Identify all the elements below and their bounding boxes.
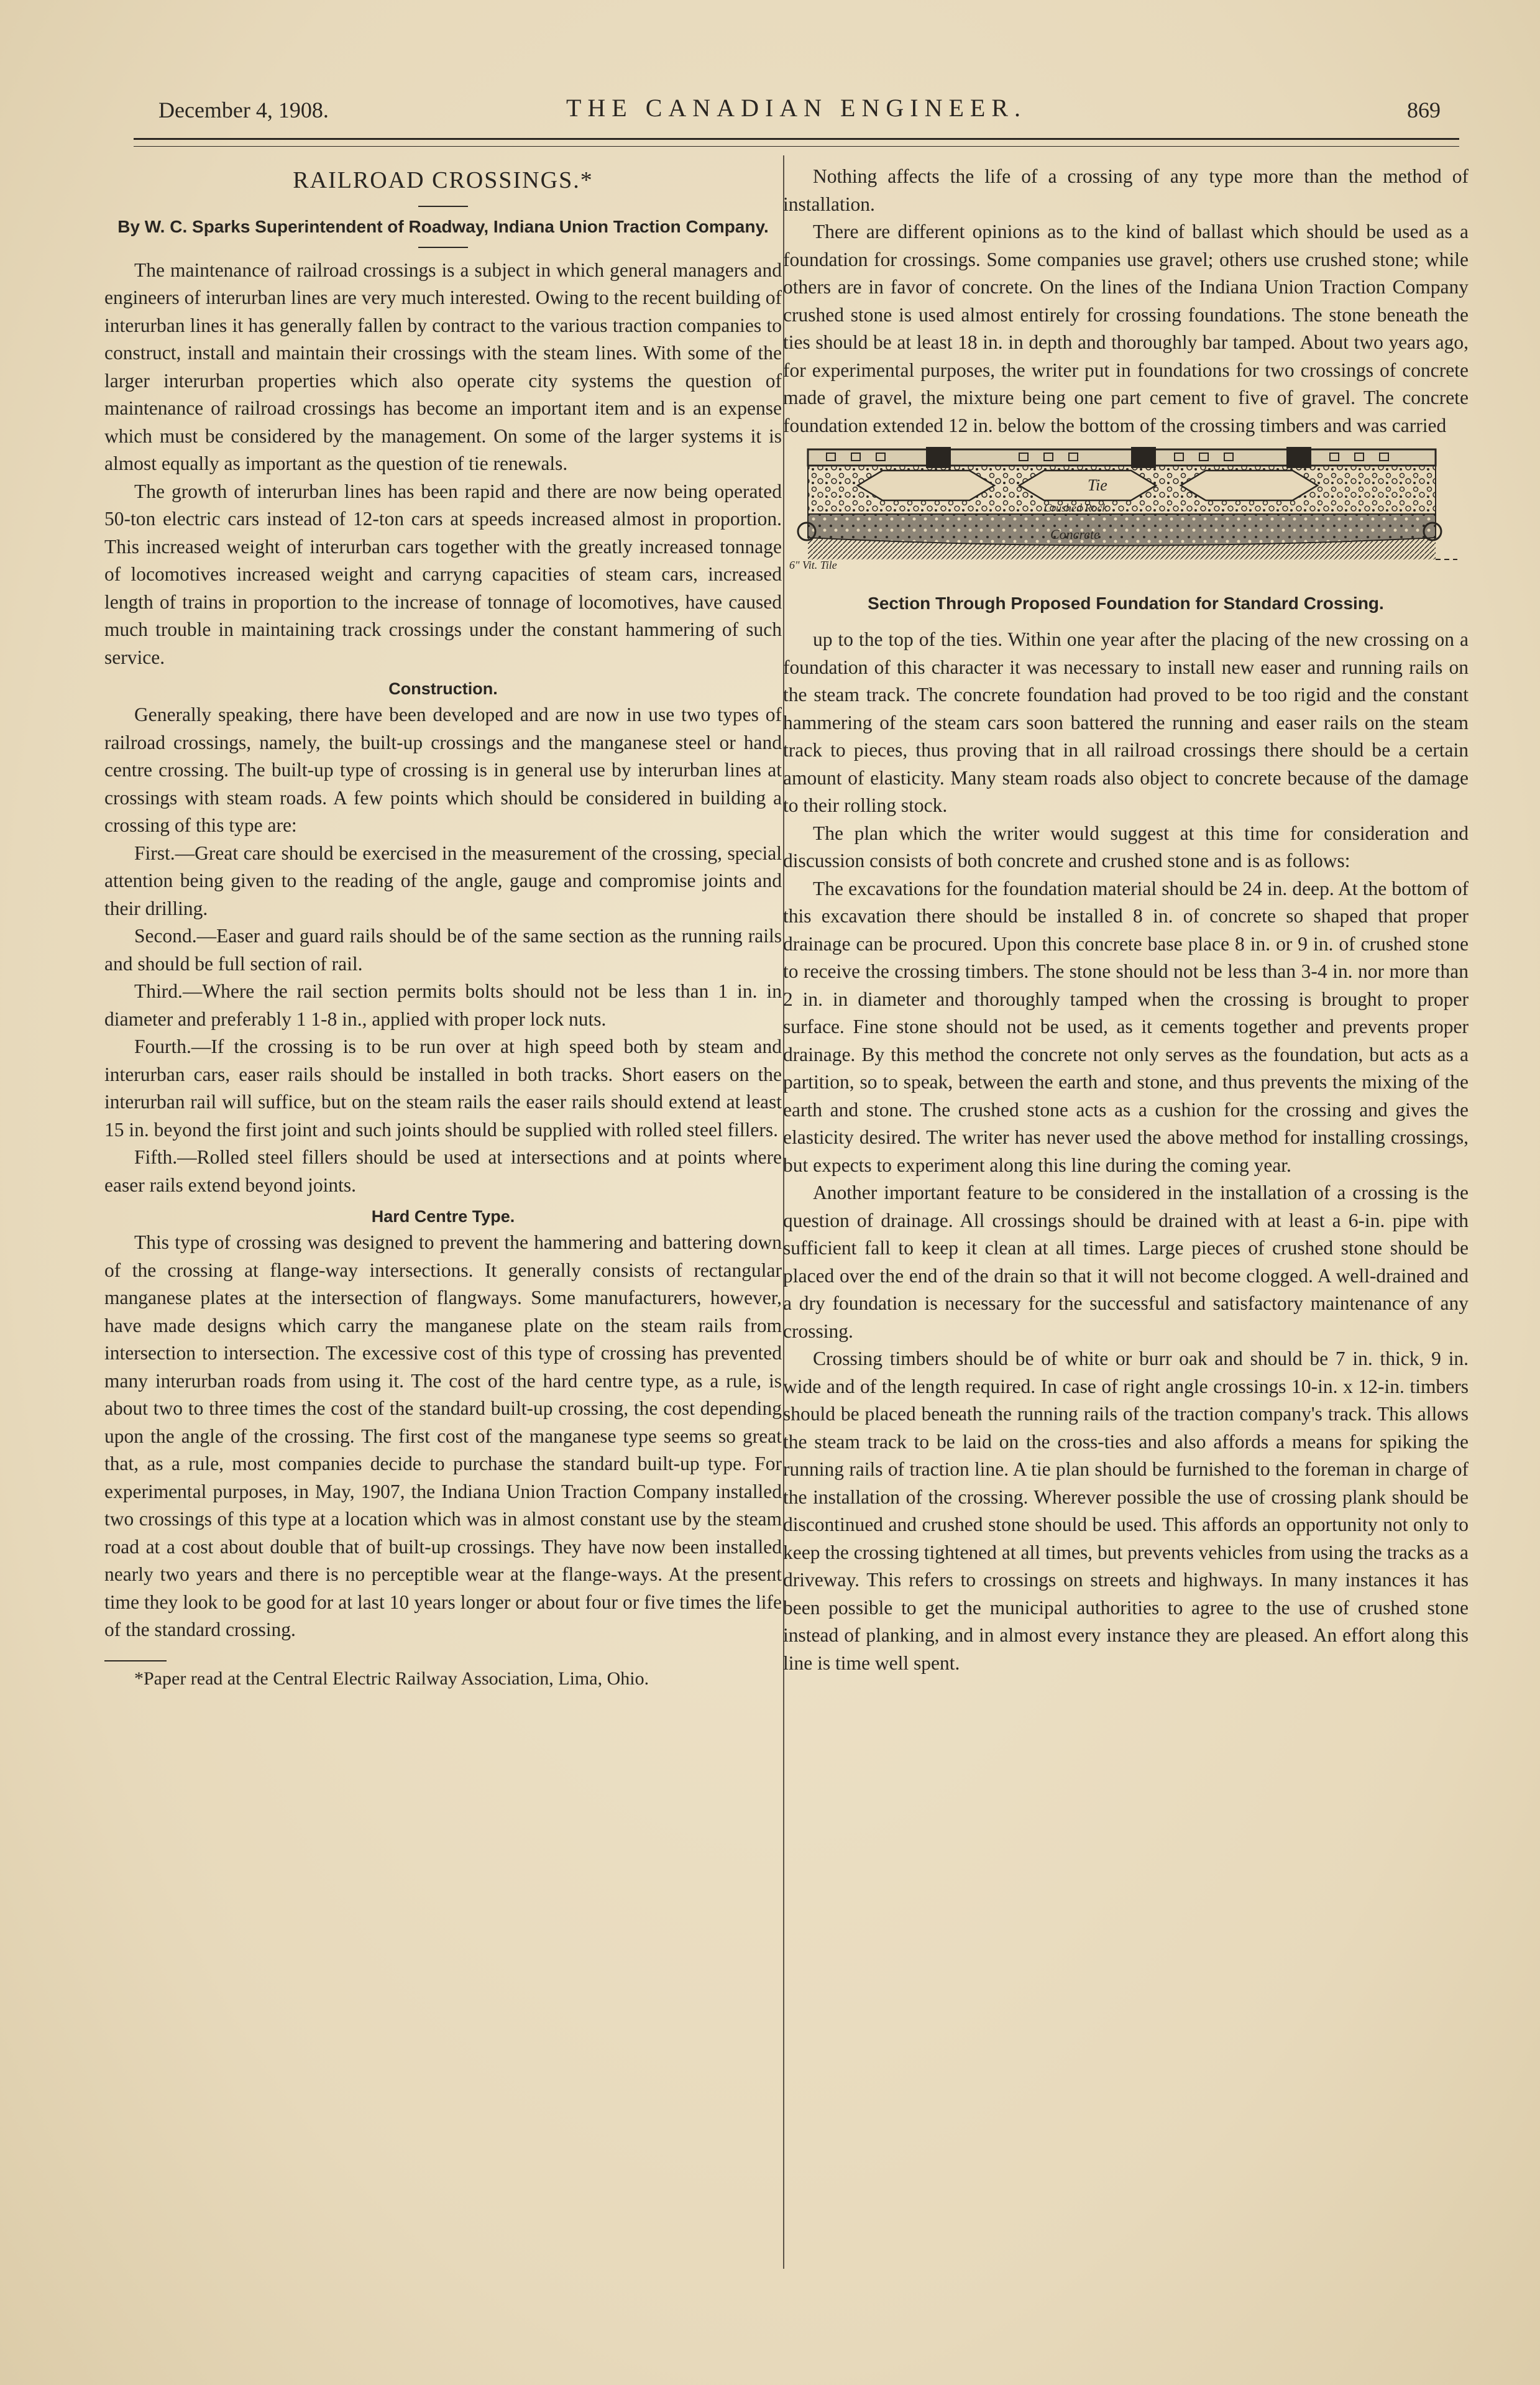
figure-caption: Section Through Proposed Foundation for Standard Crossing.: [868, 594, 1384, 613]
journal-title: THE CANADIAN ENGINEER.: [566, 94, 1027, 122]
paragraph: up to the top of the ties. Within one year after the placing of the new crossing on a foundation of this character it was necessary to install new easer and running rails on the steam track. The concrete foundation had proved to be too rigid and the constant hammering of the steam cars soon battered the running and easer rails on the steam track to pieces, thus proving that in all railroad crossings there should be a certain amount of elasticity. Many steam roads also object to concrete because of the damage to their rolling stock.: [783, 628, 1469, 816]
paragraph: Nothing affects the life of a crossing of any type more than the method of installation.: [783, 165, 1469, 215]
paragraph: The plan which the writer would suggest at this time for consideration and discussion consists of both concrete and crushed stone and is as follows:: [783, 822, 1469, 871]
page-header: [134, 93, 1459, 137]
drain-pipe-label: 6" Vit. Tile: [789, 559, 837, 571]
paragraph: This type of crossing was designed to prevent the hammering and battering down of the crossing at flange-way intersections. It generally consists of rectangular manganese plates at the intersection of flangways. Some manufacturers, however, have made designs which carry the manganese plate on the steam rails from intersection to intersection. The excessive cost of this type of crossing has prevented many interurban roads from using it. The cost of the hard centre type, as a rule, is about two to three times the cost of the standard built-up crossing, the cost depending upon the angle of the crossing. The first cost of the manganese type seems so great that, as a rule, most companies decide to purchase the standard built-up type. For experimental purposes, in May, 1907, the Indiana Union Traction Company installed two crossings of this type at a location which was in almost constant use by the steam road at a cost about double that of built-up crossings. They have now been installed nearly two years and there is no perceptible wear at the flange-ways. At the present time they look to be good for at last 10 years longer or about four or five times the life of the standard crossing.: [104, 1231, 782, 1640]
paragraph: Fourth.—If the crossing is to be run over at high speed both by steam and interurban cars, easer rails should be installed in both tracks. Short easers on the interurban rail will suffice, but on the steam rails the easer rails should extend at least 15 in. beyond the first joint and such joints should be supplied with rolled steel fillers.: [104, 1036, 782, 1141]
concrete-layer: [808, 514, 1436, 546]
foundation-section-figure: [783, 444, 1469, 615]
article-byline: By W. C. Sparks Superintendent of Roadway, Indiana Union Traction Company.: [117, 216, 769, 236]
byline-rule: [418, 247, 468, 248]
paragraph: Third.—Where the rail section permits bolts should not be less than 1 in. in diameter and preferably 1 1-8 in., applied with proper lock nuts.: [104, 980, 782, 1030]
subhead-construction: Construction.: [388, 679, 498, 698]
paragraph: The excavations for the foundation material should be 24 in. deep. At the bottom of this excavation there should be installed 8 in. of concrete so shaped that proper drainage can be procured. Upon this concrete base place 8 in. or 9 in. of crushed stone to receive the crossing timbers. The stone should not be less than 3-4 in. nor more than 2 in. in diameter and thoroughly tamped when the crossing is brought to proper surface. Fine stone should not be used, as it cements together and prevents proper drainage. By this method the concrete not only serves as the foundation, but acts as a partition, so to speak, between the earth and stone, and thus prevents the mixing of the earth and stone. The crushed stone acts as a cushion for the crossing and gives the elasticity desired. The writer has never used the above method for installing crossings, but expects to experiment along this line during the coming year.: [783, 877, 1469, 1176]
paragraph: There are different opinions as to the kind of ballast which should be used as a foundation for crossings. Some companies use gravel; others use crushed stone; while others are in favor of concrete. On the lines of the Indiana Union Traction Company crushed stone is used almost entirely for crossing foundations. The stone beneath the ties should be at least 18 in. in depth and thoroughly bar tamped. About two years ago, for experimental purposes, the writer put in foundations for two crossings of concrete made of gravel, the mixture being one part cement to five of gravel. The concrete foundation extended 12 in. below the bottom of the crossing timbers and was carried: [783, 221, 1469, 436]
subhead-hard-centre: Hard Centre Type.: [371, 1207, 515, 1226]
crushed-rock-label: Crushed Rock: [1044, 502, 1107, 514]
paragraph: The maintenance of railroad crossings is a subject in which general managers and engineers of interurban lines are very much interested. Owing to the recent building of interurban lines it has generally fallen by contract to the various traction companies to construct, install and maintain their crossings with the steam lines. With some of the larger interurban properties which also operate city systems the question of maintenance of railroad crossings has become an important item and is an expense which must be considered by the management. On some of the larger systems it is almost equally as important as the question of tie renewals.: [104, 259, 782, 474]
footnote-rule: [104, 1660, 167, 1661]
rail-band: [808, 449, 1436, 466]
paragraph: Generally speaking, there have been developed and are now in use two types of railroad crossings, namely, the built-up crossings and the manganese steel or hand centre crossing. The built-up type of crossing is in general use by interurban lines at crossings with steam roads. A few points which should be considered in building a crossing of this type are:: [104, 704, 782, 836]
article-title: RAILROAD CROSSINGS.*: [293, 167, 594, 193]
left-column: [104, 163, 782, 1691]
header-rule-thick: [134, 138, 1459, 140]
issue-date: December 4, 1908.: [158, 98, 329, 122]
tie-label: Tie: [1088, 476, 1107, 494]
footnote: *Paper read at the Central Electric Railway Association, Lima, Ohio.: [134, 1668, 649, 1689]
paragraph: First.—Great care should be exercised in the measurement of the crossing, special attention being given to the reading of the angle, gauge and compromise joints and their drilling.: [104, 842, 782, 919]
right-column: [783, 163, 1469, 1677]
paragraph: Fifth.—Rolled steel fillers should be used at intersections and at points where easer rails extend beyond joints.: [104, 1146, 782, 1196]
paragraph: Another important feature to be considered in the installation of a crossing is the question of drainage. All crossings should be drained with at least a 6-in. pipe with sufficient fall to keep it clean at all times. Large pieces of crushed stone should be placed over the end of the drain so that it will not become clogged. A well-drained and a dry foundation is necessary for the successful and satisfactory maintenance of any crossing.: [783, 1182, 1469, 1342]
foundation-section-drawing: [783, 444, 1460, 587]
paragraph: Second.—Easer and guard rails should be of the same section as the running rails and should be full section of rail.: [104, 925, 782, 975]
concrete-label: Concrete: [1050, 526, 1100, 542]
paragraph: The growth of interurban lines has been rapid and there are now being operated 50-ton electric cars instead of 12-ton cars at speeds increased almost in proportion. This increased weight of interurban cars together with the greatly increased tonnage of locomotives increased weight and carryng capacities of steam cars, increased length of trains in proportion to the increase of tonnage of locomotives, have caused much trouble in maintaining track crossings under the constant hammering of such service.: [104, 480, 782, 668]
paragraph: Crossing timbers should be of white or burr oak and should be 7 in. thick, 9 in. wide and of the length required. In case of right angle crossings 10-in. x 12-in. timbers should be placed beneath the running rails of the traction company's track. This allows the steam track to be laid on the cross-ties and also affords a means for spiking the running rails of traction line. A tie plan should be furnished to the foreman in charge of the installation of the crossing. Wherever possible the use of crossing plank should be discontinued and crushed stone should be used. This affords an opportunity not only to keep the crossing tightened at all times, but prevents vehicles from using the tracks as a driveway. This refers to crossings on streets and highways. In many instances it has been possible to get the municipal authorities to agree to the use of crushed stone instead of planking, and in almost every instance they are pleased. An effort along this line is time well spent.: [783, 1348, 1469, 1674]
title-rule: [418, 206, 468, 207]
page-number: 869: [1407, 98, 1441, 122]
header-rule-thin: [134, 146, 1459, 147]
